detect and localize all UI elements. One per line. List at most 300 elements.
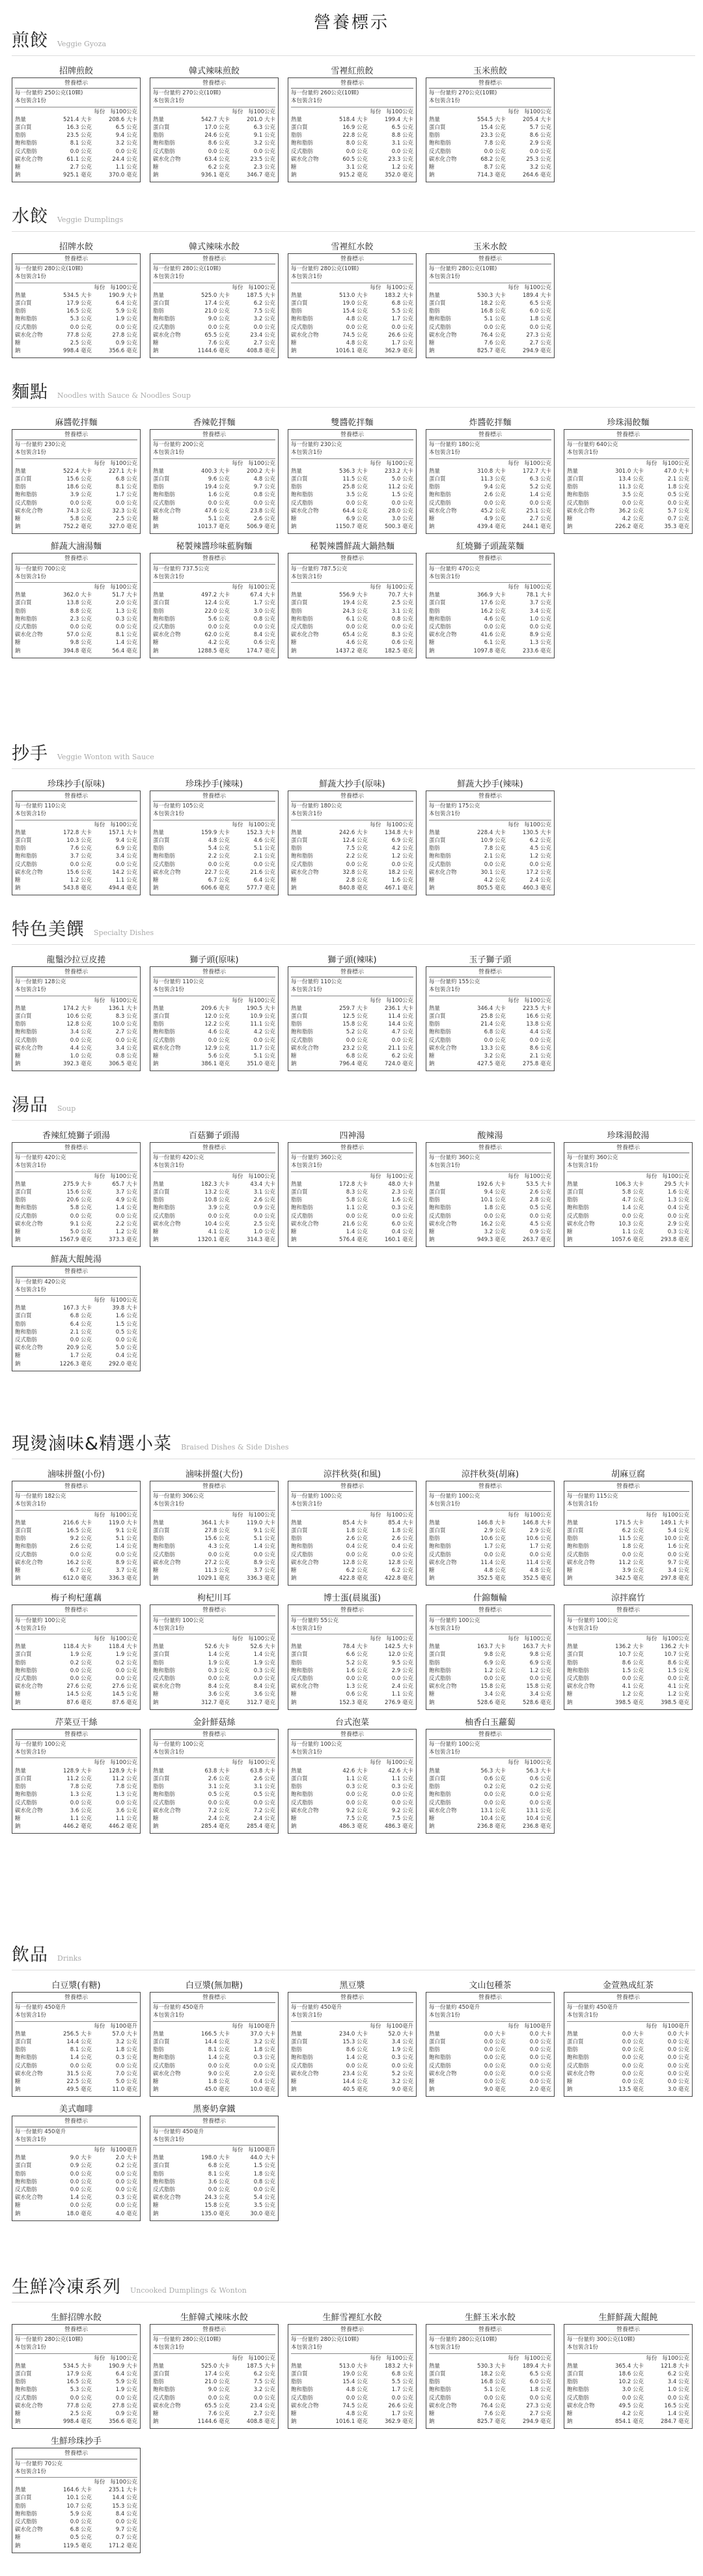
nutrient-name: 反式脂肪 xyxy=(291,1037,314,1044)
nutrient-name: 飽和脂肪 xyxy=(153,140,176,147)
serving-size: 每一份量約 100公克 xyxy=(153,1617,204,1624)
value-per-serving: 76.4 公克 xyxy=(480,2402,506,2409)
nutrient-name: 熱量 xyxy=(291,1181,303,1188)
product-card xyxy=(12,240,141,358)
value-per-100: 1.6 公克 xyxy=(667,1189,689,1196)
nutrient-name: 糖 xyxy=(567,2079,573,2086)
col-per100: 每100公克 xyxy=(386,1173,413,1180)
value-per-serving: 446.2 毫克 xyxy=(62,1823,92,1830)
serving-size: 每一份量約 450毫升 xyxy=(15,2128,66,2135)
nutrient-name: 碳水化合物 xyxy=(291,2402,319,2409)
col-per100: 每100毫升 xyxy=(248,2147,275,2154)
value-per-100: 26.6 公克 xyxy=(388,331,413,339)
section-title: 現燙滷味&精選小菜 xyxy=(12,1434,172,1454)
value-per-serving: 0.0 公克 xyxy=(622,2070,644,2077)
nutrient-row xyxy=(567,1181,689,1188)
value-per-100: 27.8 公克 xyxy=(112,331,137,339)
value-per-100: 351.0 毫克 xyxy=(246,1061,275,1068)
nutrition-label xyxy=(288,1142,417,1247)
value-per-serving: 1.4 公克 xyxy=(622,1205,644,1212)
serving-size: 每一份量約 306公克 xyxy=(153,1493,204,1500)
nutrient-row xyxy=(291,292,413,300)
nutrient-name: 糖 xyxy=(153,1691,159,1698)
product-card xyxy=(426,539,555,658)
value-per-serving: 2.8 公克 xyxy=(346,877,368,884)
serving-size: 每一份量約 100公克 xyxy=(153,1741,204,1748)
value-per-serving: 172.8 大卡 xyxy=(62,829,92,836)
nutrient-name: 脂肪 xyxy=(429,1197,441,1204)
value-per-serving: 0.0 公克 xyxy=(484,2079,506,2086)
value-per-serving: 3.2 公克 xyxy=(484,1053,506,1060)
serving-size: 每一份量約 105公克 xyxy=(153,803,204,810)
label-heading: 營養標示 xyxy=(429,431,551,440)
value-per-serving: 606.6 毫克 xyxy=(200,885,230,892)
nutrient-row xyxy=(291,599,413,607)
value-per-100: 9.4 公克 xyxy=(115,837,137,845)
label-heading: 營養標示 xyxy=(291,1994,413,2003)
value-per-100: 0.5 公克 xyxy=(667,492,689,499)
nutrient-row xyxy=(153,1052,275,1060)
nutrient-name: 碳水化合物 xyxy=(153,331,181,339)
nutrient-name: 鈉 xyxy=(429,2086,435,2093)
value-per-serving: 1437.2 毫克 xyxy=(335,647,368,654)
nutrient-row xyxy=(15,2038,137,2046)
nutrient-name: 糖 xyxy=(153,2079,159,2086)
value-per-serving: 0.0 公克 xyxy=(346,2394,368,2401)
nutrient-name: 糖 xyxy=(153,1053,159,1060)
value-per-serving: 61.1 公克 xyxy=(66,156,92,163)
nutrient-name: 脂肪 xyxy=(153,1197,165,1204)
nutrient-row xyxy=(15,1352,137,1360)
value-per-serving: 998.4 毫克 xyxy=(62,2418,92,2426)
value-per-100: 1.8 公克 xyxy=(529,316,551,323)
nutrient-name: 糖 xyxy=(429,877,435,884)
nutrient-row xyxy=(291,852,413,860)
column-headers xyxy=(291,1173,413,1181)
column-headers xyxy=(429,2355,551,2362)
value-per-serving: 11.2 公克 xyxy=(618,1559,644,1566)
nutrient-row xyxy=(291,837,413,845)
product-card xyxy=(426,953,555,1071)
value-per-serving: 16.8 公克 xyxy=(480,308,506,315)
nutrient-name: 鈉 xyxy=(291,1061,297,1068)
nutrient-name: 脂肪 xyxy=(291,2047,303,2054)
nutrient-name: 熱量 xyxy=(153,592,165,599)
servings-per-pack: 本包裝含1份 xyxy=(153,2344,184,2351)
value-per-100: 8.8 公克 xyxy=(391,132,413,139)
servings-per-pack: 本包裝含1份 xyxy=(429,98,460,105)
value-per-100: 506.9 毫克 xyxy=(246,524,275,531)
value-per-serving: 198.0 大卡 xyxy=(200,2155,230,2162)
value-per-serving: 1.9 公克 xyxy=(208,1659,230,1666)
value-per-serving: 11.3 公克 xyxy=(618,484,644,491)
nutrition-label xyxy=(12,791,141,895)
value-per-serving: 0.0 公克 xyxy=(70,2062,92,2069)
value-per-serving: 536.3 大卡 xyxy=(338,468,368,475)
value-per-100: 0.4 公克 xyxy=(253,2079,275,2086)
nutrition-label xyxy=(426,1992,555,2097)
nutrient-name: 碳水化合物 xyxy=(567,1220,595,1227)
nutrient-row xyxy=(153,2046,275,2054)
value-per-100: 408.8 毫克 xyxy=(246,2418,275,2426)
serving-info xyxy=(15,1617,137,1634)
value-per-100: 0.0 公克 xyxy=(115,2202,137,2209)
value-per-serving: 0.0 公克 xyxy=(484,2070,506,2077)
servings-per-pack: 本包裝含1份 xyxy=(15,2012,46,2019)
value-per-serving: 2.9 公克 xyxy=(484,1528,506,1535)
value-per-serving: 21.0 公克 xyxy=(204,308,230,315)
nutrient-row xyxy=(429,523,551,531)
value-per-100: 236.1 大卡 xyxy=(384,1005,413,1012)
label-heading: 營養標示 xyxy=(291,1606,413,1616)
value-per-serving: 4.6 公克 xyxy=(484,615,506,623)
nutrient-name: 糖 xyxy=(429,1691,435,1698)
column-headers xyxy=(291,2023,413,2030)
nutrient-row xyxy=(15,852,137,860)
serving-info xyxy=(429,2336,551,2353)
value-per-100: 29.5 大卡 xyxy=(664,1181,689,1188)
nutrient-name: 脂肪 xyxy=(15,1197,27,1204)
column-headers xyxy=(153,2146,275,2154)
nutrient-row xyxy=(15,2194,137,2202)
nutrient-name: 飽和脂肪 xyxy=(429,1791,452,1799)
nutrient-name: 蛋白質 xyxy=(15,600,32,607)
serving-size: 每一份量約 230公克 xyxy=(291,441,342,449)
serving-info xyxy=(429,802,551,820)
col-per100: 每100公克 xyxy=(662,1173,689,1180)
section-header xyxy=(12,1091,695,1121)
serving-info xyxy=(429,1617,551,1634)
column-headers xyxy=(153,284,275,292)
value-per-100: 5.7 公克 xyxy=(529,124,551,132)
nutrient-row xyxy=(15,1823,137,1830)
value-per-100: 5.2 公克 xyxy=(529,484,551,491)
nutrient-row xyxy=(153,829,275,837)
section-subtitle: Uncooked Dumplings & Wonton xyxy=(130,2286,247,2295)
value-per-serving: 949.3 毫克 xyxy=(476,1237,506,1244)
value-per-serving: 23.2 公克 xyxy=(342,1044,368,1052)
nutrient-row xyxy=(153,837,275,845)
nutrient-name: 鈉 xyxy=(567,2418,573,2426)
value-per-serving: 8.3 公克 xyxy=(346,1189,368,1196)
nutrient-row xyxy=(15,599,137,607)
nutrient-row xyxy=(291,1675,413,1683)
value-per-100: 47.0 大卡 xyxy=(664,468,689,475)
nutrient-row xyxy=(15,2378,137,2386)
nutrient-name: 飽和脂肪 xyxy=(15,615,38,623)
value-per-serving: 0.0 公克 xyxy=(484,1791,506,1799)
value-per-100: 30.0 毫克 xyxy=(250,2210,275,2217)
value-per-100: 70.7 大卡 xyxy=(388,592,413,599)
nutrient-name: 鈉 xyxy=(15,2418,21,2426)
nutrient-row xyxy=(429,132,551,139)
nutrient-row xyxy=(291,116,413,124)
serving-info xyxy=(153,2128,275,2146)
nutrient-name: 飽和脂肪 xyxy=(15,1791,38,1799)
nutrient-row xyxy=(153,1690,275,1698)
nutrient-name: 飽和脂肪 xyxy=(429,492,452,499)
value-per-serving: 840.8 毫克 xyxy=(338,885,368,892)
serving-size: 每一份量約 700公克 xyxy=(15,565,66,572)
value-per-serving: 1016.1 毫克 xyxy=(335,348,368,355)
col-per100: 每100公克 xyxy=(110,584,137,591)
nutrient-row xyxy=(153,1535,275,1543)
value-per-100: 9.7 公克 xyxy=(115,2527,137,2534)
value-per-100: 1.7 公克 xyxy=(529,1543,551,1550)
col-per100: 每100毫升 xyxy=(662,2023,689,2030)
product-card xyxy=(564,1591,693,1709)
nutrient-row xyxy=(567,1204,689,1212)
product-card xyxy=(150,539,279,658)
value-per-serving: 65.5 公克 xyxy=(204,2402,230,2409)
nutrition-label xyxy=(426,1481,555,1586)
value-per-100: 2.7 公克 xyxy=(529,2411,551,2418)
value-per-serving: 805.5 毫克 xyxy=(476,885,506,892)
nutrient-row xyxy=(153,2362,275,2370)
nutrient-row xyxy=(15,2162,137,2170)
value-per-serving: 49.5 毫克 xyxy=(66,2086,92,2093)
nutrient-name: 熱量 xyxy=(15,592,27,599)
serving-info xyxy=(291,1617,413,1634)
value-per-100: 85.4 大卡 xyxy=(388,1519,413,1526)
nutrient-name: 熱量 xyxy=(153,1519,165,1526)
nutrient-row xyxy=(291,2386,413,2394)
nutrition-label xyxy=(12,1266,141,1371)
serving-info xyxy=(153,441,275,458)
nutrient-name: 飽和脂肪 xyxy=(429,615,452,623)
value-per-serving: 22.0 公克 xyxy=(204,608,230,615)
nutrient-row xyxy=(15,2510,137,2518)
value-per-serving: 0.0 公克 xyxy=(346,2062,368,2069)
serving-size: 每一份量約 280公克(10顆) xyxy=(429,266,497,273)
nutrient-row xyxy=(429,163,551,171)
nutrient-name: 碳水化合物 xyxy=(15,331,43,339)
column-headers xyxy=(429,284,551,292)
value-per-serving: 45.0 毫克 xyxy=(204,2086,230,2093)
column-headers xyxy=(567,1635,689,1643)
nutrient-row xyxy=(567,2078,689,2086)
value-per-serving: 542.7 大卡 xyxy=(200,116,230,123)
nutrient-name: 熱量 xyxy=(291,468,303,475)
value-per-serving: 2.1 公克 xyxy=(484,853,506,860)
value-per-serving: 3.5 公克 xyxy=(622,492,644,499)
serving-size: 每一份量約 55公克 xyxy=(291,1617,339,1624)
value-per-100: 0.0 大卡 xyxy=(529,2030,551,2037)
value-per-100: 4.5 公克 xyxy=(529,1220,551,1227)
nutrient-name: 蛋白質 xyxy=(429,1775,446,1782)
value-per-100: 0.0 公克 xyxy=(529,1212,551,1220)
value-per-100: 8.4 公克 xyxy=(253,1683,275,1690)
value-per-serving: 19.0 公克 xyxy=(342,300,368,307)
nutrition-label xyxy=(288,791,417,895)
value-per-100: 3.7 公克 xyxy=(115,1189,137,1196)
product-card xyxy=(426,2310,555,2429)
section xyxy=(12,378,695,658)
value-per-serving: 17.4 公克 xyxy=(204,2371,230,2378)
nutrient-name: 碳水化合物 xyxy=(153,869,181,876)
value-per-serving: 74.3 公克 xyxy=(66,507,92,514)
nutrient-name: 糖 xyxy=(291,2079,297,2086)
serving-size: 每一份量約 450毫升 xyxy=(153,2004,204,2011)
nutrient-row xyxy=(429,148,551,156)
nutrient-row xyxy=(567,1699,689,1707)
value-per-100: 1.3 公克 xyxy=(529,639,551,647)
nutrient-name: 脂肪 xyxy=(429,132,441,139)
nutrition-label xyxy=(150,429,279,534)
value-per-100: 2.7 公克 xyxy=(529,340,551,347)
nutrient-row xyxy=(15,1312,137,1320)
nutrient-row xyxy=(15,475,137,483)
value-per-100: 3.7 公克 xyxy=(115,1567,137,1575)
value-per-100: 3.2 公克 xyxy=(115,140,137,147)
nutrient-name: 糖 xyxy=(153,2202,159,2209)
value-per-serving: 119.5 毫克 xyxy=(62,2542,92,2549)
value-per-100: 1.2 公克 xyxy=(391,164,413,171)
value-per-serving: 22.8 公克 xyxy=(342,132,368,139)
value-per-100: 149.1 大卡 xyxy=(660,1519,689,1526)
value-per-serving: 6.7 公克 xyxy=(70,1567,92,1575)
section-header xyxy=(12,202,695,232)
nutrient-row xyxy=(429,1519,551,1527)
value-per-100: 1.2 公克 xyxy=(391,853,413,860)
value-per-serving: 1.3 公克 xyxy=(346,1683,368,1690)
nutrient-row xyxy=(291,869,413,876)
value-per-100: 28.0 公克 xyxy=(388,507,413,514)
column-headers xyxy=(153,1759,275,1767)
value-per-100: 27.3 公克 xyxy=(526,2402,551,2409)
nutrient-name: 鈉 xyxy=(291,524,297,531)
value-per-serving: 12.8 公克 xyxy=(342,1559,368,1566)
nutrient-row xyxy=(291,1799,413,1807)
col-serving: 每份 xyxy=(94,1297,105,1304)
product-name: 黑豆漿 xyxy=(339,1981,365,1989)
nutrient-name: 糖 xyxy=(429,639,435,647)
product-name: 招牌煎餃 xyxy=(59,66,93,75)
nutrient-row xyxy=(291,1020,413,1028)
nutrient-row xyxy=(153,631,275,639)
value-per-serving: 49.5 公克 xyxy=(618,2402,644,2409)
value-per-100: 0.0 公克 xyxy=(115,2178,137,2185)
nutrient-row xyxy=(153,1543,275,1550)
nutrient-name: 反式脂肪 xyxy=(291,148,314,155)
value-per-100: 0.3 公克 xyxy=(253,1667,275,1674)
nutrient-name: 脂肪 xyxy=(429,845,441,852)
nutrient-row xyxy=(429,1799,551,1807)
nutrient-name: 碳水化合物 xyxy=(15,1559,43,1566)
col-serving: 每份 xyxy=(232,997,243,1004)
product-card xyxy=(564,2310,693,2429)
value-per-serving: 3.6 公克 xyxy=(208,1691,230,1698)
product-name: 柚香白玉蘿蔔 xyxy=(464,1717,516,1726)
nutrient-row xyxy=(15,1037,137,1044)
value-per-100: 182.5 毫克 xyxy=(384,647,413,654)
product-name: 秘製辣醬珍味藍胸麵 xyxy=(176,542,253,551)
nutrient-row xyxy=(15,163,137,171)
value-per-serving: 4.6 公克 xyxy=(346,639,368,647)
nutrient-row xyxy=(153,1228,275,1236)
column-headers xyxy=(291,821,413,829)
value-per-serving: 2.6 公克 xyxy=(484,492,506,499)
nutrient-name: 脂肪 xyxy=(15,308,27,315)
col-serving: 每份 xyxy=(370,460,381,467)
value-per-serving: 1144.6 毫克 xyxy=(197,348,230,355)
nutrition-label xyxy=(426,791,555,895)
nutrient-row xyxy=(291,507,413,515)
column-headers xyxy=(15,1173,137,1181)
value-per-100: 6.8 公克 xyxy=(115,476,137,483)
nutrient-row xyxy=(153,615,275,623)
value-per-serving: 4.9 公克 xyxy=(484,516,506,523)
nutrient-name: 蛋白質 xyxy=(153,1528,170,1535)
value-per-serving: 0.4 公克 xyxy=(346,1543,368,1550)
serving-info xyxy=(291,978,413,996)
value-per-serving: 0.0 公克 xyxy=(484,1675,506,1683)
nutrient-row xyxy=(291,483,413,491)
value-per-serving: 166.5 大卡 xyxy=(200,2030,230,2037)
product-name: 炸醬乾拌麵 xyxy=(469,418,512,427)
value-per-serving: 174.2 大卡 xyxy=(62,1005,92,1012)
nutrient-name: 反式脂肪 xyxy=(153,499,176,507)
nutrient-row xyxy=(15,1659,137,1667)
value-per-100: 14.4 公克 xyxy=(388,1021,413,1028)
nutrient-name: 飽和脂肪 xyxy=(153,2387,176,2394)
nutrient-row xyxy=(291,1559,413,1567)
value-per-100: 0.0 公克 xyxy=(529,1799,551,1806)
label-heading: 營養標示 xyxy=(567,2326,689,2335)
nutrient-row xyxy=(429,615,551,623)
product-name: 珍珠抄手(原味) xyxy=(47,779,105,788)
value-per-100: 0.6 公克 xyxy=(253,639,275,647)
value-per-100: 0.0 公克 xyxy=(529,1791,551,1799)
col-serving: 每份 xyxy=(508,2023,519,2030)
value-per-serving: 0.0 公克 xyxy=(484,2054,506,2062)
value-per-100: 2.8 公克 xyxy=(529,1197,551,1204)
serving-size: 每一份量約 100公克 xyxy=(15,1617,66,1624)
nutrient-name: 蛋白質 xyxy=(291,1013,308,1020)
nutrient-row xyxy=(429,1204,551,1212)
serving-size: 每一份量約 640公克 xyxy=(567,441,618,449)
value-per-100: 119.0 大卡 xyxy=(108,1519,137,1526)
nutrient-row xyxy=(429,852,551,860)
nutrient-name: 熱量 xyxy=(153,1644,165,1651)
serving-info xyxy=(429,441,551,458)
value-per-serving: 12.2 公克 xyxy=(204,1021,230,1028)
nutrient-name: 反式脂肪 xyxy=(15,1337,38,1344)
nutrient-name: 糖 xyxy=(15,340,21,347)
nutrient-name: 飽和脂肪 xyxy=(291,1543,314,1550)
nutrient-name: 熱量 xyxy=(153,1181,165,1188)
value-per-serving: 612.0 毫克 xyxy=(62,1575,92,1582)
product-name: 涼拌秋葵(胡麻) xyxy=(461,1470,519,1478)
value-per-100: 0.0 公克 xyxy=(391,2394,413,2401)
value-per-serving: 21.4 公克 xyxy=(480,1021,506,1028)
serving-info xyxy=(15,1741,137,1758)
nutrient-name: 脂肪 xyxy=(291,1197,303,1204)
nutrient-name: 熱量 xyxy=(15,829,27,836)
value-per-serving: 0.0 公克 xyxy=(622,1551,644,1558)
nutrient-name: 碳水化合物 xyxy=(567,1683,595,1690)
value-per-serving: 76.4 公克 xyxy=(480,331,506,339)
col-per100: 每100公克 xyxy=(662,460,689,467)
nutrient-row xyxy=(15,623,137,631)
value-per-serving: 64.4 公克 xyxy=(342,507,368,514)
value-per-100: 0.0 公克 xyxy=(253,1212,275,1220)
nutrient-row xyxy=(567,468,689,475)
value-per-serving: 0.0 公克 xyxy=(208,1799,230,1806)
nutrient-row xyxy=(429,491,551,499)
value-per-100: 2.7 公克 xyxy=(529,516,551,523)
value-per-100: 1.0 公克 xyxy=(529,615,551,623)
